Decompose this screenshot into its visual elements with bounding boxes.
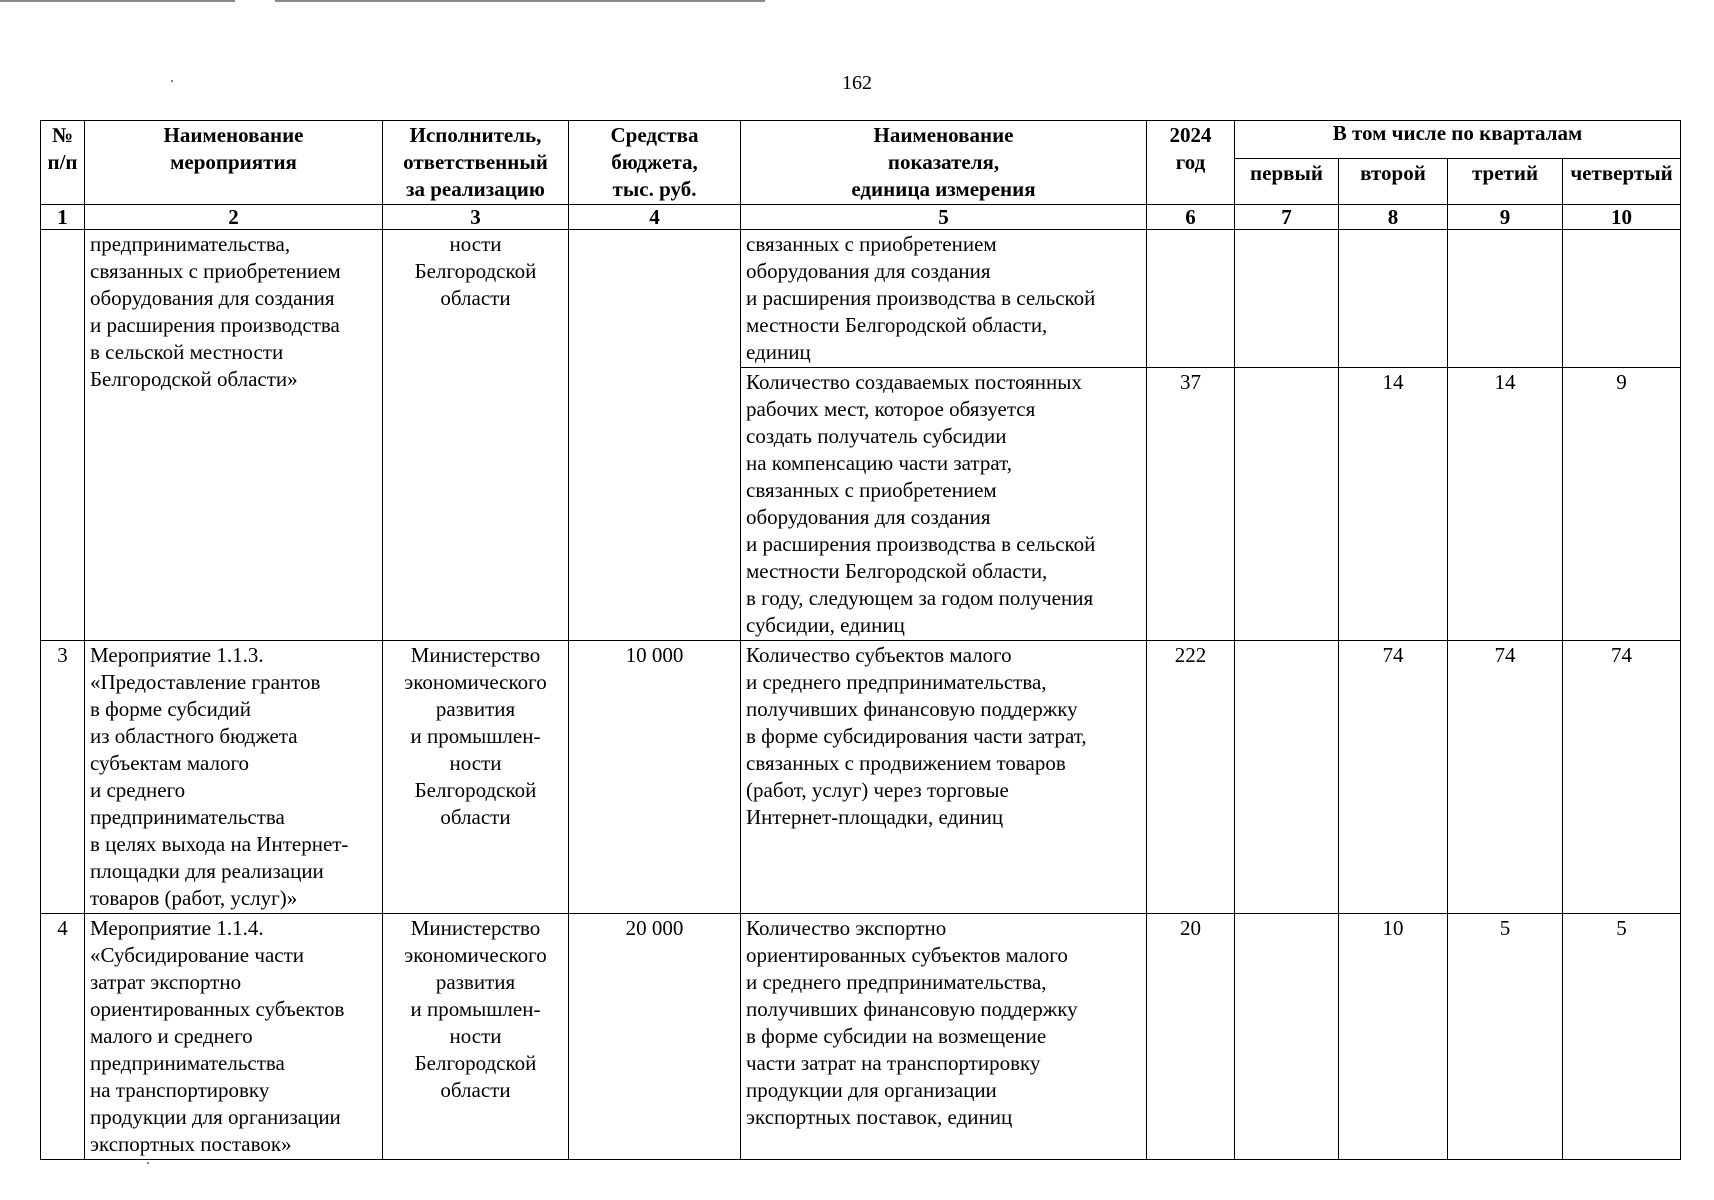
q1-value <box>1235 914 1339 1160</box>
column-number-row <box>41 205 1681 230</box>
header-indicator: Наименование показателя, единица измерения <box>741 121 1147 205</box>
event-name: Мероприятие 1.1.3. «Предоставление грантов в форме субсидий из областного бюджета субъектам малого и среднего предпринимательства в целях выхода на Интернет- площадки для реализации товаров (работ, услуг)» <box>85 641 383 914</box>
header-q1: первый <box>1235 159 1339 205</box>
executor: Министерство экономического развития и промышлен- ности Белгородской области <box>383 914 569 1160</box>
table-row <box>41 230 1681 368</box>
year-value <box>1147 230 1235 368</box>
q3-value: 74 <box>1448 641 1563 914</box>
column-number: 10 <box>1563 205 1681 230</box>
row-number: 4 <box>41 914 85 1160</box>
indicator-name: Количество экспортно ориентированных субъектов малого и среднего предпринимательства, получивших финансовую поддержку в форме субсидии на возмещение части затрат на транспортировку продукции для организации экспортных поставок, единиц <box>741 914 1147 1160</box>
q4-value: 5 <box>1563 914 1681 1160</box>
table-row <box>41 641 1681 914</box>
header-quarters-group: В том числе по кварталам <box>1235 121 1681 159</box>
q2-value: 10 <box>1339 914 1448 1160</box>
budget: 10 000 <box>569 641 741 914</box>
q3-value <box>1448 230 1563 368</box>
q3-value: 5 <box>1448 914 1563 1160</box>
q1-value <box>1235 368 1339 641</box>
q1-value <box>1235 641 1339 914</box>
executor: ности Белгородской области <box>383 230 569 641</box>
row-number: 3 <box>41 641 85 914</box>
q2-value: 74 <box>1339 641 1448 914</box>
budget <box>569 230 741 641</box>
q2-value <box>1339 230 1448 368</box>
indicator-name: связанных с приобретением оборудования для создания и расширения производства в сельской местности Белгородской области, единиц <box>741 230 1147 368</box>
events-table <box>40 120 1681 1160</box>
q1-value <box>1235 230 1339 368</box>
indicator-name: Количество субъектов малого и среднего предпринимательства, получивших финансовую поддержку в форме субсидирования части затрат, связанных с продвижением товаров (работ, услуг) через торговые Интернет-площадки, единиц <box>741 641 1147 914</box>
column-number: 6 <box>1147 205 1235 230</box>
column-number: 7 <box>1235 205 1339 230</box>
year-value: 37 <box>1147 368 1235 641</box>
header-q4: четвертый <box>1563 159 1681 205</box>
q4-value <box>1563 230 1681 368</box>
header-number: № п/п <box>41 121 85 205</box>
header-row <box>41 121 1681 159</box>
column-number: 4 <box>569 205 741 230</box>
scan-speck <box>147 1162 149 1164</box>
column-number: 3 <box>383 205 569 230</box>
q4-value: 9 <box>1563 368 1681 641</box>
year-value: 222 <box>1147 641 1235 914</box>
header-event-name: Наименование мероприятия <box>85 121 383 205</box>
event-name: Мероприятие 1.1.4. «Субсидирование части затрат экспортно ориентированных субъектов малого и среднего предпринимательства на транспортировку продукции для организации экспортных поставок» <box>85 914 383 1160</box>
q4-value: 74 <box>1563 641 1681 914</box>
executor: Министерство экономического развития и промышлен- ности Белгородской области <box>383 641 569 914</box>
budget: 20 000 <box>569 914 741 1160</box>
column-number: 5 <box>741 205 1147 230</box>
header-budget: Средства бюджета, тыс. руб. <box>569 121 741 205</box>
row-number <box>41 230 85 641</box>
q3-value: 14 <box>1448 368 1563 641</box>
scan-edge-line <box>275 0 765 2</box>
column-number: 2 <box>85 205 383 230</box>
scan-edge-line <box>0 0 235 2</box>
header-executor: Исполнитель, ответственный за реализацию <box>383 121 569 205</box>
indicator-name: Количество создаваемых постоянных рабочих мест, которое обязуется создать получатель субсидии на компенсацию части затрат, связанных с приобретением оборудования для создания и расширения производства в сельской местности Белгородской области, в году, следующем за годом получения субсидии, единиц <box>741 368 1147 641</box>
page-number: 162 <box>842 72 872 94</box>
event-name: предпринимательства, связанных с приобретением оборудования для создания и расширения производства в сельской местности Белгородской области» <box>85 230 383 641</box>
header-year: 2024 год <box>1147 121 1235 205</box>
column-number: 1 <box>41 205 85 230</box>
header-q3: третий <box>1448 159 1563 205</box>
scan-speck <box>171 80 173 82</box>
column-number: 9 <box>1448 205 1563 230</box>
q2-value: 14 <box>1339 368 1448 641</box>
year-value: 20 <box>1147 914 1235 1160</box>
table-row <box>41 914 1681 1160</box>
header-q2: второй <box>1339 159 1448 205</box>
column-number: 8 <box>1339 205 1448 230</box>
